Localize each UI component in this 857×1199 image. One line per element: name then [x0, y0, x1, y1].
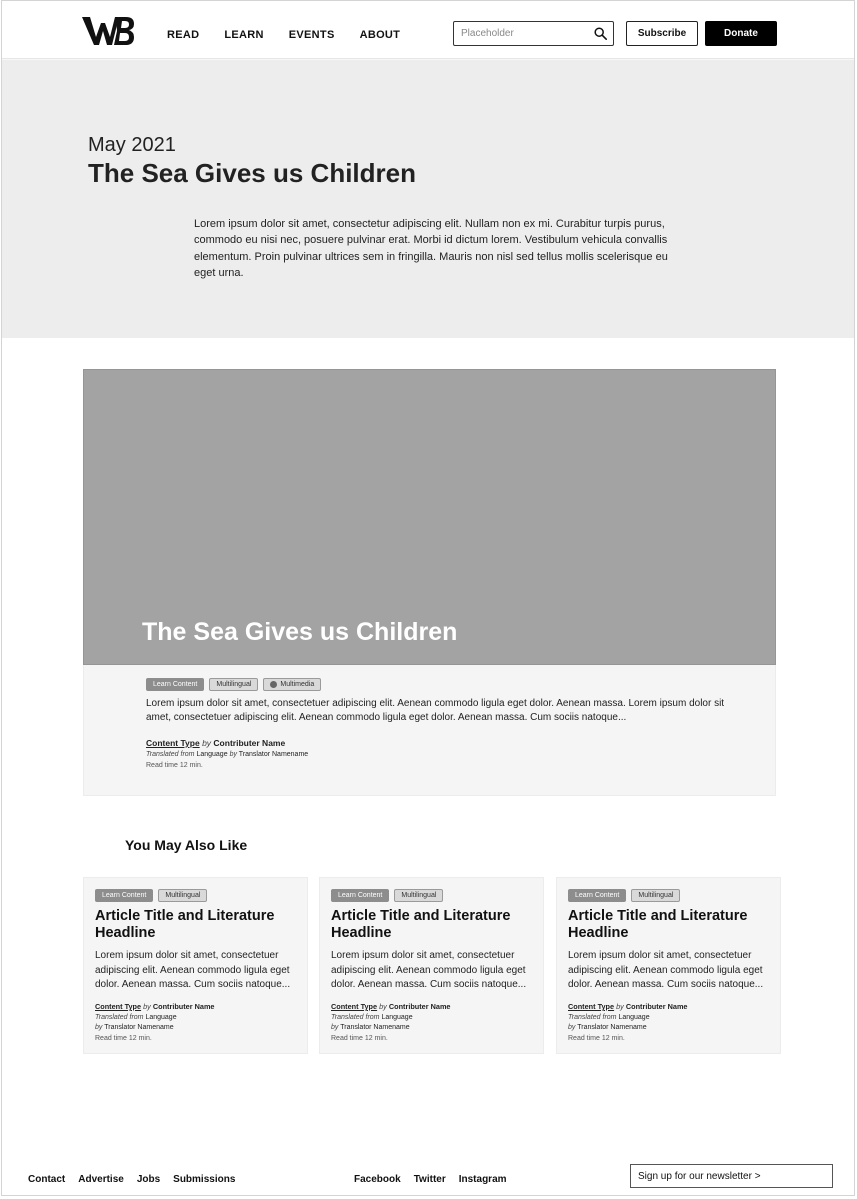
translated-from-label: Translated from [95, 1013, 144, 1021]
content-type-link[interactable]: Content Type [568, 1002, 615, 1011]
translator-name[interactable]: Translator Namename [340, 1024, 410, 1031]
multimedia-icon [270, 681, 277, 688]
content-type-link[interactable]: Content Type [95, 1002, 142, 1011]
related-card[interactable] [83, 877, 308, 1054]
translator-name[interactable]: Translator Namename [104, 1024, 174, 1031]
card-meta [95, 1002, 214, 1044]
hero-body: Lorem ipsum dolor sit amet, consectetur adipiscing elit. Nullam non ex mi. Curabitur turpis purus, commodo eu nisi nec, posuere pulvinar erat. Morbi id dictum lorem. Vestibulum vehicula convallis elementum. Proin pulvinar ultrices sem in fringilla. Mauris non nisl sed tellus mollis scelerisque eu eget urna. [194, 218, 668, 279]
hero-title: The Sea Gives us Children [88, 158, 416, 188]
content-type-link[interactable]: Content Type [331, 1002, 378, 1011]
feature-image[interactable] [83, 369, 776, 665]
donate-button[interactable]: Donate [705, 21, 777, 46]
footer-social [354, 1174, 520, 1185]
translator-by-label: by [568, 1024, 576, 1031]
footer-contact-link[interactable]: Contact [28, 1174, 66, 1185]
translator-name[interactable]: Translator Namename [577, 1024, 647, 1031]
card-meta [331, 1002, 450, 1044]
card-excerpt: Lorem ipsum dolor sit amet, consectetuer adipiscing elit. Aenean commodo ligula eget dolor. Aenean massa. Cum sociis natoque... [568, 950, 764, 990]
translated-from-label: Translated from [568, 1013, 617, 1021]
contributor-name[interactable]: Contributer Name [625, 1002, 688, 1011]
by-label: by [202, 738, 212, 748]
translator-name[interactable]: Translator Namename [238, 751, 309, 758]
contributor-name[interactable]: Contributer Name [152, 1002, 215, 1011]
feature-excerpt: Lorem ipsum dolor sit amet, consectetuer adipiscing elit. Aenean commodo ligula eget dolor. Aenean massa. Lorem ipsum dolor sit amet, consectetuer adipiscing elit. Aenean commodo ligula eget dolor. Aenean massa. Cum sociis natoque... [146, 698, 725, 723]
translator-by-label: by [331, 1024, 339, 1031]
tag-multimedia-label: Multimedia [280, 681, 315, 688]
search-icon[interactable] [594, 27, 607, 40]
nav-events[interactable]: EVENTS [288, 29, 335, 41]
tag-multimedia[interactable] [263, 678, 321, 691]
wb-logo[interactable] [82, 17, 134, 45]
card-tags [568, 889, 680, 902]
language: Language [381, 1013, 413, 1021]
instagram-link[interactable]: Instagram [458, 1174, 507, 1185]
read-time: Read time 12 min. [95, 1034, 152, 1042]
footer-submissions-link[interactable]: Submissions [173, 1174, 236, 1185]
content-type-link[interactable]: Content Type [146, 738, 200, 748]
read-time: Read time 12 min. [146, 762, 203, 769]
nav-learn[interactable]: LEARN [224, 29, 264, 41]
twitter-link[interactable]: Twitter [413, 1174, 446, 1185]
feature-card [83, 665, 776, 796]
card-tags [95, 889, 207, 902]
facebook-link[interactable]: Facebook [354, 1174, 401, 1185]
contributor-name[interactable]: Contributer Name [213, 738, 286, 748]
tag-multilingual[interactable]: Multilingual [158, 889, 207, 902]
card-meta [568, 1002, 687, 1044]
main-nav [167, 29, 425, 41]
translated-from-label: Translated from [146, 751, 195, 758]
card-title[interactable]: Article Title and Literature Headline [331, 908, 511, 941]
nav-about[interactable]: ABOUT [359, 29, 401, 41]
tag-learn-content[interactable]: Learn Content [568, 889, 626, 902]
newsletter-signup-button[interactable]: Sign up for our newsletter > [630, 1164, 833, 1188]
language: Language [618, 1013, 650, 1021]
related-card[interactable] [319, 877, 544, 1054]
site-header [2, 1, 854, 59]
by-label: by [143, 1002, 151, 1011]
translated-from-label: Translated from [331, 1013, 380, 1021]
by-label: by [616, 1002, 624, 1011]
tag-multilingual[interactable]: Multilingual [394, 889, 443, 902]
hero-date: May 2021 [88, 134, 176, 156]
tag-multilingual[interactable]: Multilingual [209, 678, 258, 691]
translator-by-label: by [95, 1024, 103, 1031]
search-box [453, 21, 614, 46]
footer-links [28, 1174, 248, 1185]
nav-read[interactable]: READ [167, 29, 200, 41]
feature-meta [146, 738, 308, 769]
related-heading: You May Also Like [125, 837, 248, 853]
footer-jobs-link[interactable]: Jobs [136, 1174, 161, 1185]
read-time: Read time 12 min. [568, 1034, 625, 1042]
feature-tags [146, 678, 321, 691]
card-tags [331, 889, 443, 902]
by-label: by [379, 1002, 387, 1011]
related-card[interactable] [556, 877, 781, 1054]
hero-section [2, 60, 854, 338]
tag-learn-content[interactable]: Learn Content [95, 889, 153, 902]
subscribe-button[interactable]: Subscribe [626, 21, 698, 46]
footer-advertise-link[interactable]: Advertise [78, 1174, 124, 1185]
card-excerpt: Lorem ipsum dolor sit amet, consectetuer adipiscing elit. Aenean commodo ligula eget dolor. Aenean massa. Cum sociis natoque... [331, 950, 527, 990]
search-input[interactable] [461, 28, 586, 39]
card-title[interactable]: Article Title and Literature Headline [568, 908, 748, 941]
language: Language [145, 1013, 177, 1021]
language: Language [196, 751, 228, 758]
contributor-name[interactable]: Contributer Name [388, 1002, 451, 1011]
feature-image-title[interactable]: The Sea Gives us Children [142, 618, 458, 646]
translator-by-label: by [229, 751, 237, 758]
tag-learn-content[interactable]: Learn Content [331, 889, 389, 902]
tag-multilingual[interactable]: Multilingual [631, 889, 680, 902]
card-excerpt: Lorem ipsum dolor sit amet, consectetuer adipiscing elit. Aenean commodo ligula eget dolor. Aenean massa. Cum sociis natoque... [95, 950, 291, 990]
page-frame [1, 0, 855, 1196]
card-title[interactable]: Article Title and Literature Headline [95, 908, 275, 941]
read-time: Read time 12 min. [331, 1034, 388, 1042]
tag-learn-content[interactable]: Learn Content [146, 678, 204, 691]
